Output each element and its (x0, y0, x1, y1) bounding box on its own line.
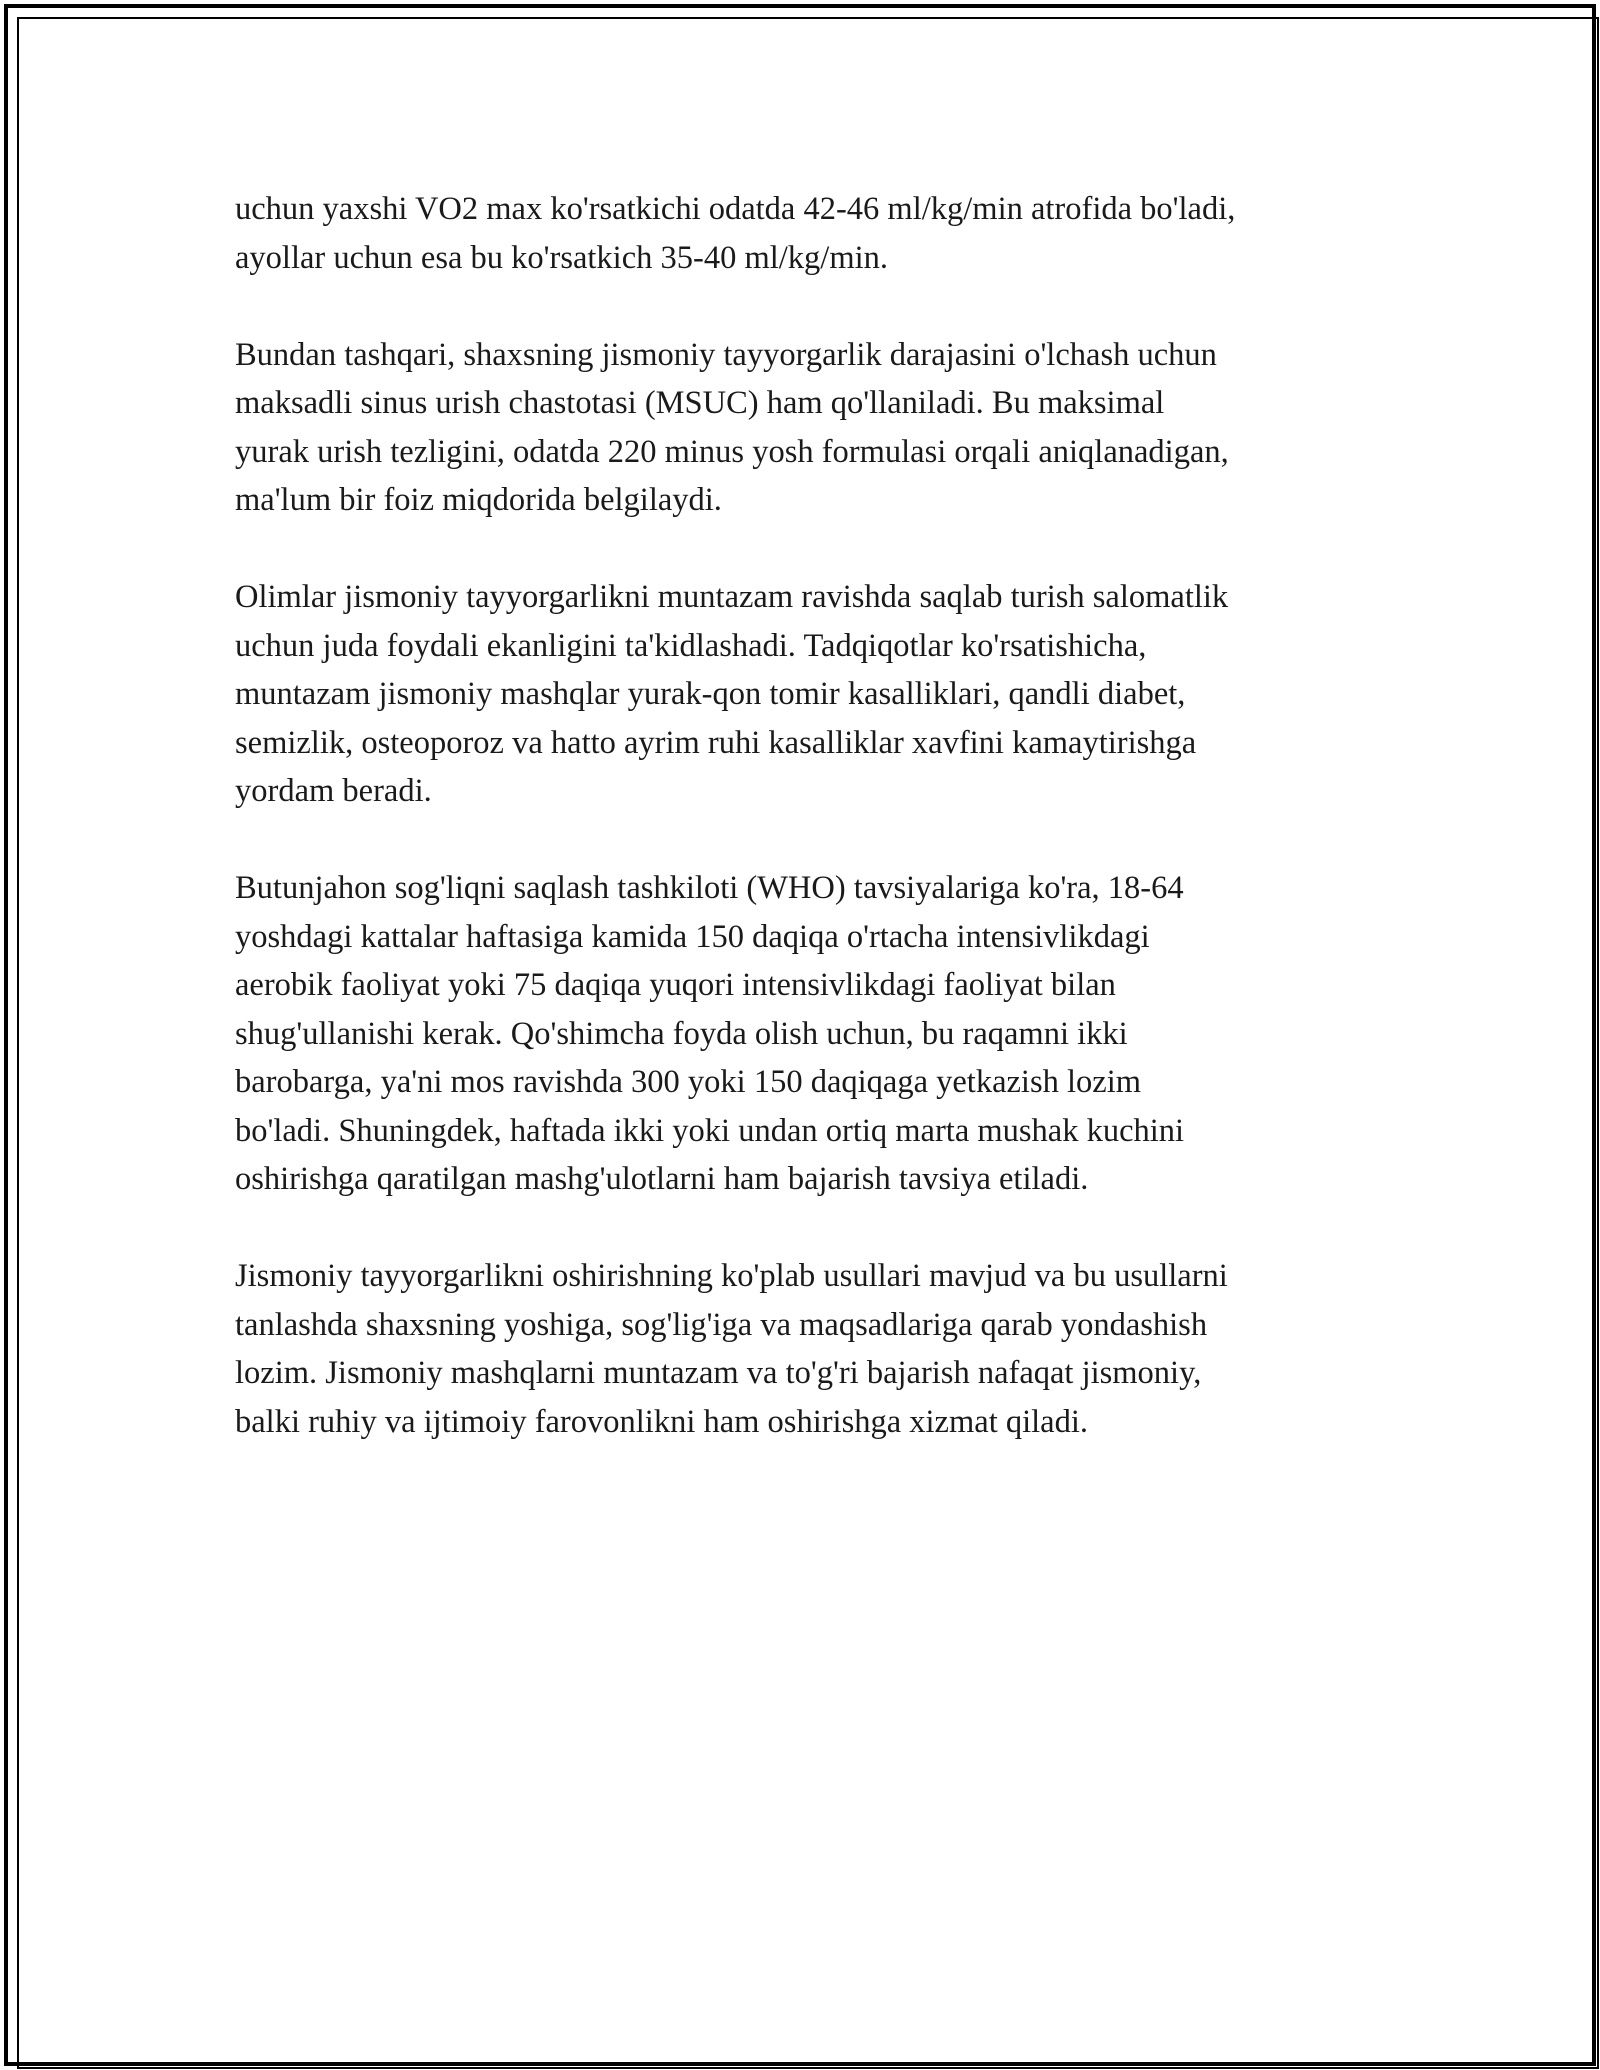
document-body (235, 185, 1375, 1495)
text-line: aerobik faoliyat yoki 75 daqiqa yuqori intensivlikdagi faoliyat bilan (235, 967, 1116, 1003)
text-line: yordam beradi. (235, 773, 432, 809)
text-line: Olimlar jismoniy tayyorgarlikni muntazam ravishda saqlab turish salomatlik (235, 579, 1229, 615)
text-line: uchun juda foydali ekanligini ta'kidlashadi. Tadqiqotlar ko'rsatishicha, (235, 627, 1147, 664)
text-line: tanlashda shaxsning yoshiga, sog'lig'iga va maqsadlariga qarab yondashish (235, 1306, 1208, 1343)
text-line: semizlik, osteoporoz va hatto ayrim ruhi kasalliklar xavfini kamaytirishga (235, 724, 1197, 761)
text-line: Bundan tashqari, shaxsning jismoniy tayyorgarlik darajasini o'lchash uchun (235, 336, 1217, 373)
paragraph-methods (235, 1252, 1375, 1446)
text-line: bo'ladi. Shuningdek, haftada ikki yoki undan ortiq marta mushak kuchini (235, 1112, 1185, 1149)
paragraph-msuc (235, 331, 1375, 525)
text-line: maksadli sinus urish chastotasi (MSUC) ham qo'llaniladi. Bu maksimal (235, 385, 1165, 421)
text-line: ma'lum bir foiz miqdorida belgilaydi. (235, 482, 722, 518)
text-line: oshirishga qaratilgan mashg'ulotlarni ham bajarish tavsiya etiladi. (235, 1161, 1089, 1197)
text-line: shug'ullanishi kerak. Qo'shimcha foyda olish uchun, bu raqamni ikki (235, 1015, 1128, 1052)
paragraph-health-benefits (235, 573, 1375, 816)
text-line: uchun yaxshi VO2 max ko'rsatkichi odatda 42-46 ml/kg/min atrofida bo'ladi, (235, 191, 1236, 227)
paragraph-who-recommendations (235, 864, 1375, 1204)
paragraph-vo2-max (235, 185, 1375, 282)
text-line: balki ruhiy va ijtimoiy farovonlikni ham oshirishga xizmat qiladi. (235, 1403, 1088, 1440)
text-line: lozim. Jismoniy mashqlarni muntazam va to'g'ri bajarish nafaqat jismoniy, (235, 1355, 1202, 1391)
text-line: yoshdagi kattalar haftasiga kamida 150 daqiqa o'rtacha intensivlikdagi (235, 918, 1150, 955)
text-line: yurak urish tezligini, odatda 220 minus yosh formulasi orqali aniqlanadigan, (235, 433, 1229, 470)
text-line: barobarga, ya'ni mos ravishda 300 yoki 150 daqiqaga yetkazish lozim (235, 1064, 1142, 1100)
text-line: muntazam jismoniy mashqlar yurak-qon tomir kasalliklari, qandli diabet, (235, 676, 1186, 712)
text-line: Jismoniy tayyorgarlikni oshirishning ko'plab usullari mavjud va bu usullarni (235, 1258, 1228, 1294)
text-line: Butunjahon sog'liqni saqlash tashkiloti (WHO) tavsiyalariga ko'ra, 18-64 (235, 870, 1184, 906)
text-line: ayollar uchun esa bu ko'rsatkich 35-40 ml/kg/min. (235, 239, 889, 276)
